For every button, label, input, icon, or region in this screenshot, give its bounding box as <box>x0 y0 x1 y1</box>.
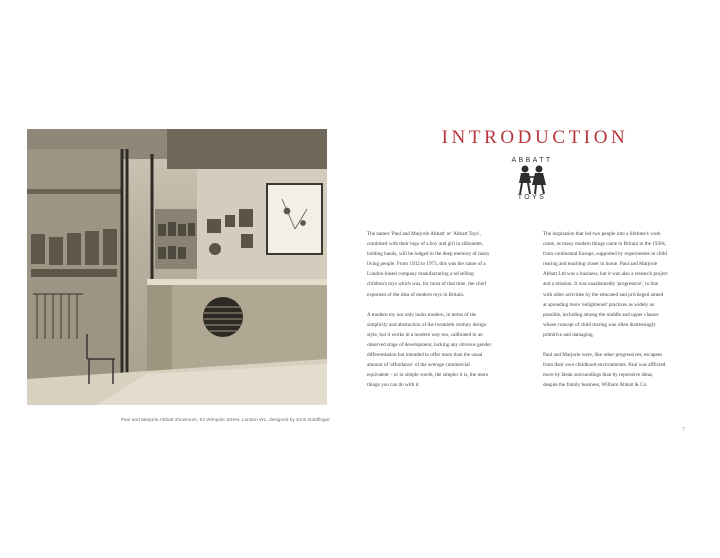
photo-caption: Paul and Marjorie Abbatt showroom, 94 Wimpole Street, London W1, designed by Ernö Goldfinger <box>120 417 330 422</box>
paragraph: The names 'Paul and Marjorie Abbatt' or 'Abbatt Toys', combined with their logo of a boy and girl in silhouette, holding hands, will be lodged in the deep memory of many living people. From 1932 to 1973, this was the name of a London-based company manufacturing a nd selling children's toys which was, for most of that time, the chief exponent of the idea of modern toys in Britain. <box>367 231 490 298</box>
logo-bottom-text: TOYS <box>517 194 547 201</box>
showroom-photograph <box>27 129 327 405</box>
body-column-left <box>367 229 492 400</box>
boy-girl-silhouette-icon <box>515 165 549 195</box>
paragraph: Paul and Marjorie were, like other progressives, escapees from their own childhood environments. Paul was afflicted more by bleak surroundings than by repressive ideas, despite the family business, William Abbatt & Co. <box>543 352 666 389</box>
showroom-photo-illustration <box>27 129 327 405</box>
chapter-title: INTRODUCTION <box>441 127 629 148</box>
body-column-right <box>543 229 668 400</box>
logo-top-text: ABBATT <box>511 157 553 164</box>
abbatt-toys-logo <box>509 157 555 205</box>
page-number: 7 <box>682 427 685 433</box>
paragraph: A modern toy not only looks modern, in terms of the simplicity and abstraction of the twentieth century design style, but it works in a modern way too, calibrated to an observed stage of development, lacking any obvious gender differentiation but intended to offer more than the usual amount of 'affordance' of the average commercial equivalent – or in simple words, the simpler it is, the more things you can do with it. <box>367 311 492 389</box>
paragraph: The inspiration that led two people into a lifetime's work came, as many modern things came to Britain in the 1930s, from continental Europe, supported by experiments in child rearing and teaching closer to home. Paul and Marjorie Abbatt Ltd was a business, but it was also a research project and a mission. It was unashamedly 'progressive', in line with other activities by the educated and privileged aimed at spreading more 'enlightened' practices as widely as possible, including among the middle and upper classes whose concept of child rearing was often distressingly primitive and damaging. <box>543 231 668 338</box>
